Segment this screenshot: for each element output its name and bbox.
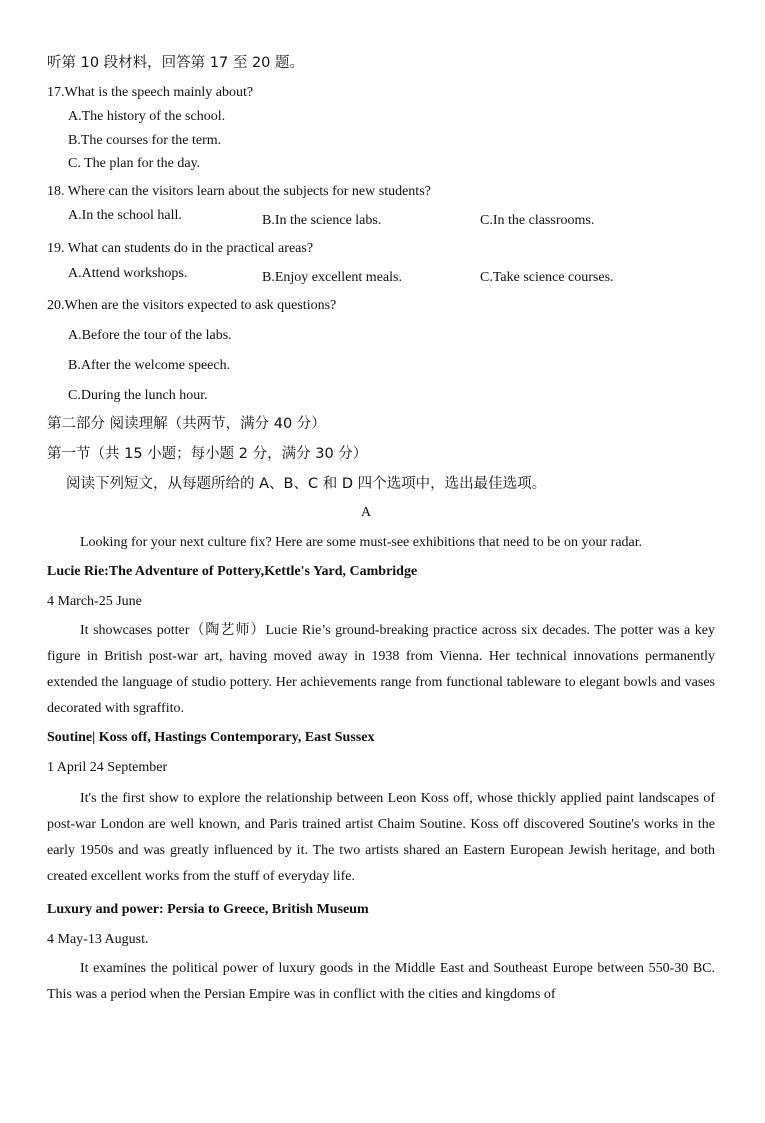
exhibition-1-title: Lucie Rie:The Adventure of Pottery,Kettle's Yard, Cambridge	[47, 564, 418, 579]
question-17-option-b: B.The courses for the term.	[68, 133, 222, 148]
exhibition-2-dates: 1 April 24 September	[47, 760, 168, 775]
question-18-stem: 18. Where can the visitors learn about the subjects for new students?	[47, 184, 431, 199]
question-20-option-c: C.During the lunch hour.	[68, 388, 208, 403]
question-18-option-a: A.In the school hall.	[68, 208, 182, 223]
exhibition-3-description: It examines the political power of luxury goods in the Middle East and Southeast Europe between 550-30 BC. This was a period when the Persian Empire was in conflict with the cities and kingdoms of	[47, 961, 715, 1002]
exhibition-1-description: It showcases potter（陶艺师）Lucie Rie’s ground-breaking practice across six decades. The potter was a key figure in British post-war art, having moved away in 1938 from Vienna. Her technical innovations permanently extended the language of studio pottery. Her achievements range from functional tableware to elegant bowls and vases decorated with sgraffito.	[47, 623, 715, 716]
passage-intro: Looking for your next culture fix? Here are some must-see exhibitions that need to be on your radar.	[80, 535, 643, 550]
passage-label: A	[361, 505, 372, 520]
question-17-stem: 17.What is the speech mainly about?	[47, 85, 254, 100]
question-19-option-b: B.Enjoy excellent meals.	[262, 270, 402, 285]
question-18-option-b: B.In the science labs.	[262, 213, 382, 228]
reading-instructions: 阅读下列短文，从每题所给的 A、B、C 和 D 四个选项中，选出最佳选项。	[66, 476, 547, 492]
exhibition-2-description: It's the first show to explore the relationship between Leon Koss off, whose thickly applied paint landscapes of post-war London are well known, and Paris trained artist Chaim Soutine. Koss off discovered Soutine's works in the early 1950s and was greatly influenced by it. The two artists shared an Eastern European Jewish heritage, and both created excellent works from the stuff of everyday life.	[47, 791, 715, 884]
question-19-stem: 19. What can students do in the practical areas?	[47, 241, 314, 256]
exhibition-3-dates: 4 May-13 August.	[47, 932, 149, 947]
reading-section-title: 第一节（共 15 小题；每小题 2 分，满分 30 分）	[47, 446, 368, 462]
question-20-option-a: A.Before the tour of the labs.	[68, 328, 232, 343]
question-19-option-a: A.Attend workshops.	[68, 266, 188, 281]
exhibition-1-dates: 4 March-25 June	[47, 594, 142, 609]
question-17-option-c: C. The plan for the day.	[68, 156, 201, 171]
listening-section-intro: 听第 10 段材料，回答第 17 至 20 题。	[47, 55, 305, 71]
question-19-option-c: C.Take science courses.	[480, 270, 614, 285]
question-17-option-a: A.The history of the school.	[68, 109, 226, 124]
question-20-stem: 20.When are the visitors expected to ask questions?	[47, 298, 337, 313]
reading-part-title: 第二部分 阅读理解（共两节，满分 40 分）	[47, 416, 326, 432]
exhibition-3-title: Luxury and power: Persia to Greece, British Museum	[47, 902, 369, 917]
exhibition-2-title: Soutine| Koss off, Hastings Contemporary, East Sussex	[47, 730, 375, 745]
question-20-option-b: B.After the welcome speech.	[68, 358, 231, 373]
question-18-option-c: C.In the classrooms.	[480, 213, 595, 228]
